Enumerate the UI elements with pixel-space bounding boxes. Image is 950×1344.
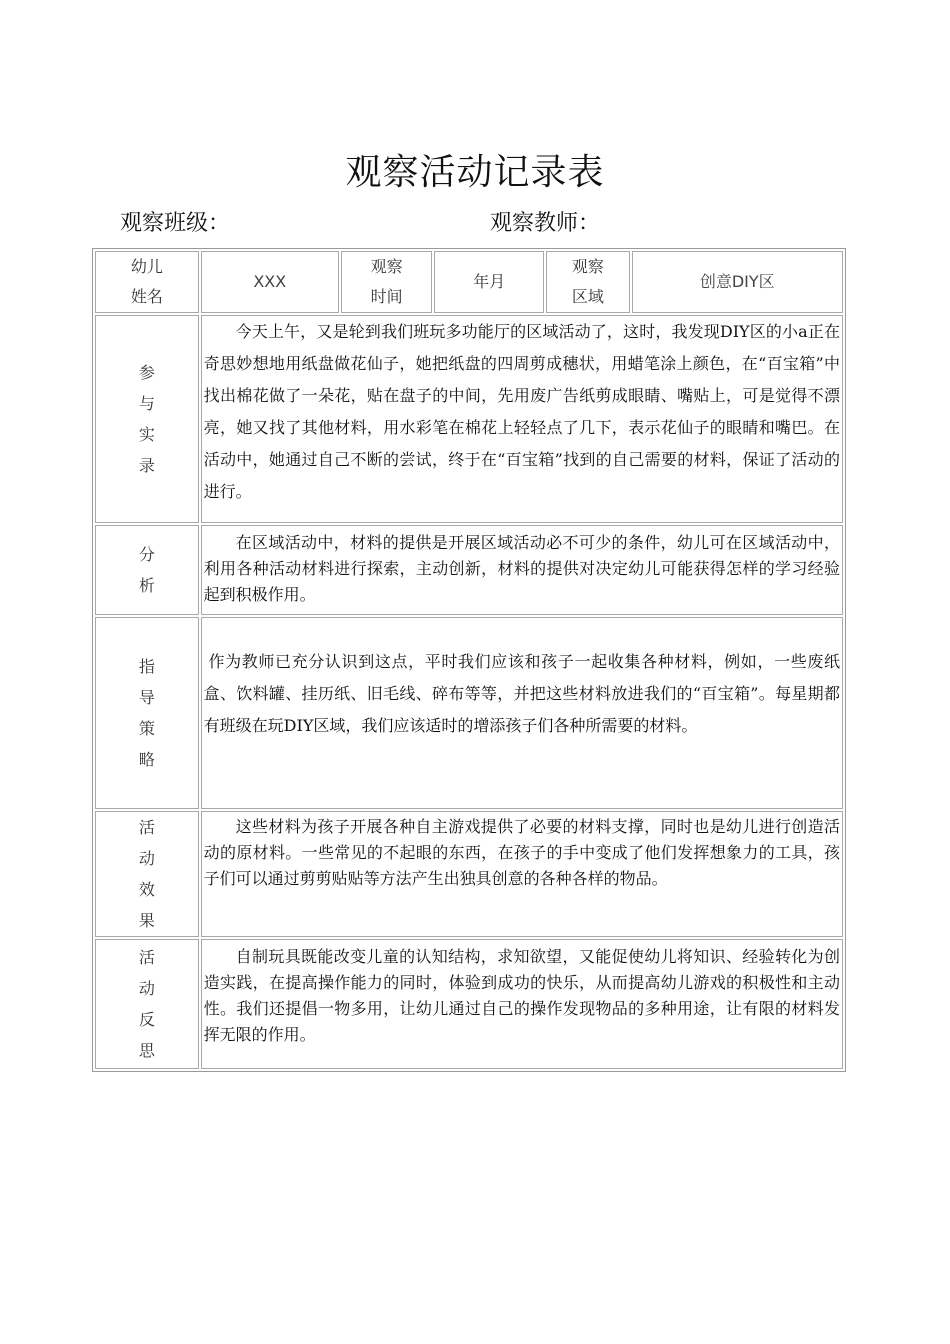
reflection-label — [95, 939, 199, 1069]
analysis-text-cell — [201, 525, 843, 615]
analysis-label — [95, 525, 199, 615]
analysis-text: 在区域活动中，材料的提供是开展区域活动必不可少的条件，幼儿可在区域活动中，利用各种活动材料进行探索，主动创新，材料的提供对决定幼儿可能获得怎样的学习经验起到积极作用。 — [203, 533, 840, 604]
guidance-text: 作为教师已充分认识到这点，平时我们应该和孩子一起收集各种材料，例如，一些废纸盒、饮料罐、挂历纸、旧毛线、碎布等等，并把这些材料放进我们的“百宝箱”。每星期都有班级在玩DIY区域，我们应该适时的增添孩子们各种所需要的材料。 — [203, 652, 840, 735]
analysis-row — [95, 525, 843, 615]
guidance-label-char: 略 — [138, 750, 155, 769]
observe-time-value: 年月 — [434, 251, 544, 313]
child-name-label-cell — [95, 251, 199, 313]
participation-label — [95, 315, 199, 523]
observe-time-label-line-1: 观察 — [370, 257, 403, 276]
observe-area-label-line-1: 观察 — [571, 257, 604, 276]
effect-label-char: 活 — [138, 818, 155, 837]
child-name-value: XXX — [201, 251, 339, 313]
effect-row — [95, 811, 843, 937]
observe-teacher-label: 观察教师： — [490, 211, 601, 236]
analysis-label-char: 析 — [138, 576, 155, 595]
observe-area-label-line-2: 区域 — [571, 287, 604, 306]
reflection-text: 自制玩具既能改变儿童的认知结构，求知欲望，又能促使幼儿将知识、经验转化为创造实践，在提高操作能力的同时，体验到成功的快乐，从而提高幼儿游戏的积极性和主动性。我们还提倡一物多用，让幼儿通过自己的操作发现物品的多种用途，让有限的材料发挥无限的作用。 — [203, 947, 840, 1044]
observe-class-label: 观察班级： — [120, 211, 231, 236]
reflection-row — [95, 939, 843, 1069]
participation-label-char: 参 — [138, 363, 155, 382]
reflection-label-char: 反 — [138, 1010, 155, 1029]
reflection-label-char: 动 — [138, 979, 155, 998]
observation-record-table — [92, 248, 846, 1072]
header-row — [95, 251, 843, 313]
reflection-label-char: 思 — [138, 1041, 155, 1060]
participation-label-char: 与 — [138, 394, 155, 413]
reflection-text-cell — [201, 939, 843, 1069]
observe-time-label-cell — [341, 251, 432, 313]
participation-label-char: 实 — [138, 425, 155, 444]
guidance-text-cell — [201, 617, 843, 809]
analysis-label-char: 分 — [138, 545, 155, 564]
effect-text: 这些材料为孩子开展各种自主游戏提供了必要的材料支撑，同时也是幼儿进行创造活动的原材料。一些常见的不起眼的东西，在孩子的手中变成了他们发挥想象力的工具，孩子们可以通过剪剪贴贴等方法产生出独具创意的各种各样的物品。 — [203, 817, 840, 888]
participation-row — [95, 315, 843, 523]
guidance-label — [95, 617, 199, 809]
participation-text: 今天上午，又是轮到我们班玩多功能厅的区域活动了，这时，我发现DIY区的小a正在奇思妙想地用纸盘做花仙子，她把纸盘的四周剪成穗状，用蜡笔涂上颜色，在“百宝箱”中找出棉花做了一朵花，贴在盘子的中间，先用废广告纸剪成眼睛、嘴贴上，可是觉得不漂亮，她又找了其他材料，用水彩笔在棉花上轻轻点了几下，表示花仙子的眼睛和嘴巴。在活动中，她通过自己不断的尝试，终于在“百宝箱”找到的自己需要的材料，保证了活动的进行。 — [203, 322, 840, 501]
guidance-row — [95, 617, 843, 809]
effect-label-char: 动 — [138, 849, 155, 868]
effect-label — [95, 811, 199, 937]
observe-time-label-line-2: 时间 — [370, 287, 403, 306]
guidance-label-char: 导 — [138, 688, 155, 707]
effect-text-cell — [201, 811, 843, 937]
reflection-label-char: 活 — [138, 948, 155, 967]
child-name-label-line-2: 姓名 — [130, 287, 163, 306]
guidance-label-char: 策 — [138, 719, 155, 738]
effect-label-char: 效 — [138, 880, 155, 899]
participation-label-char: 录 — [138, 456, 155, 475]
participation-text-cell — [201, 315, 843, 523]
guidance-label-char: 指 — [138, 657, 155, 676]
observe-area-value: 创意DIY区 — [632, 251, 843, 313]
effect-label-char: 果 — [138, 911, 155, 930]
observe-area-label-cell — [546, 251, 629, 313]
child-name-label-line-1: 幼儿 — [130, 257, 163, 276]
page-title: 观察活动记录表 — [345, 152, 605, 193]
